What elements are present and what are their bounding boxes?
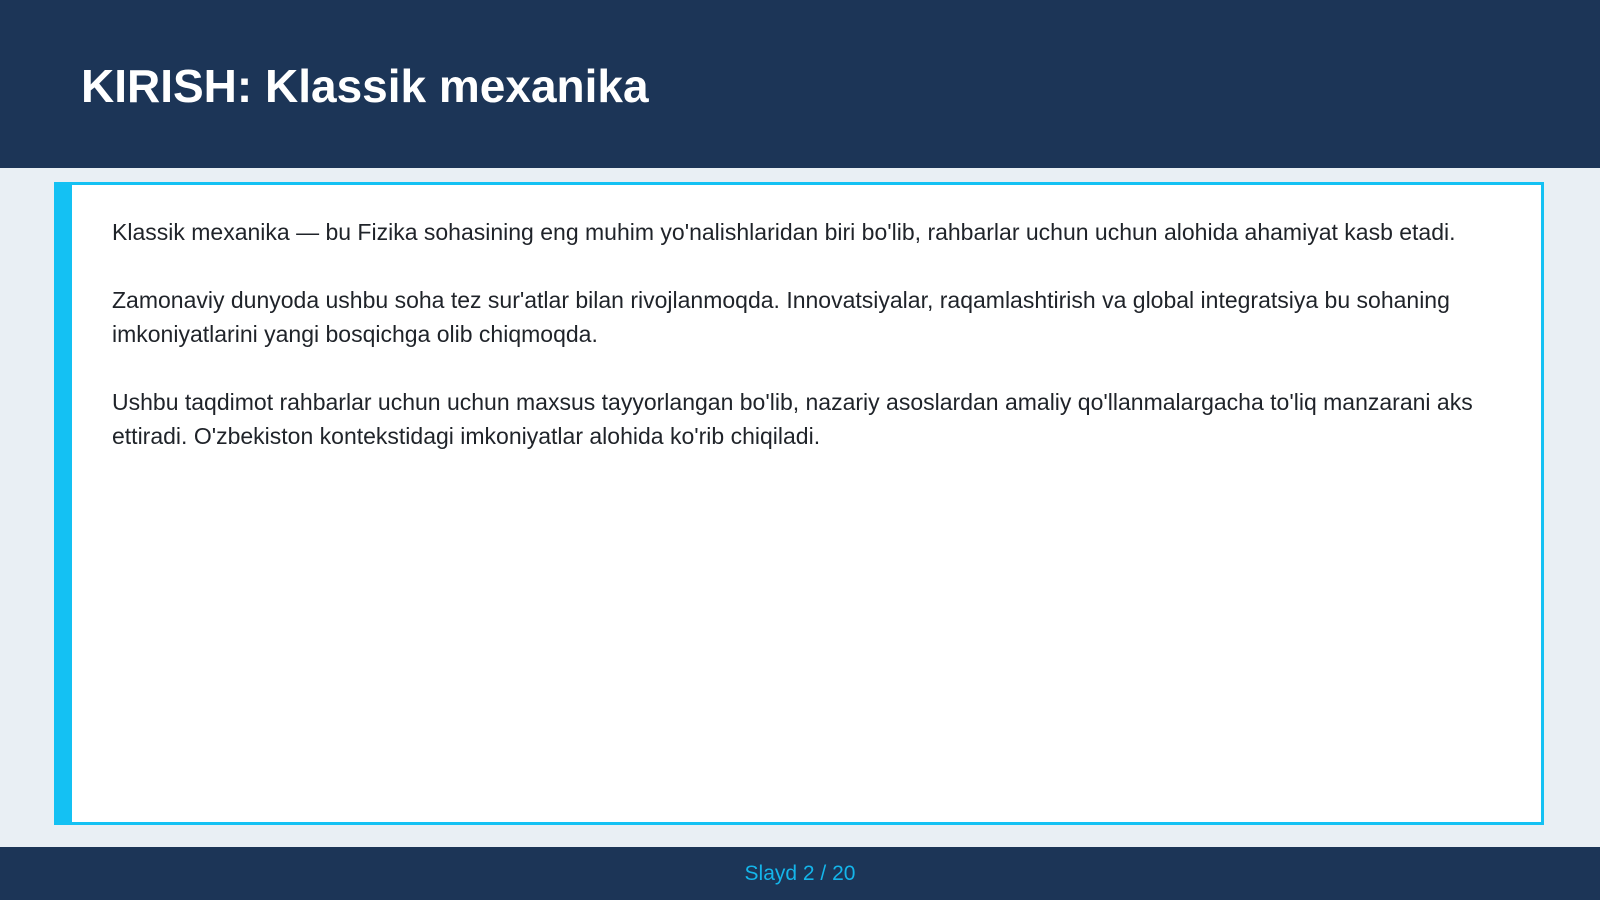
content-text	[112, 215, 1512, 487]
content-card	[54, 182, 1544, 825]
paragraph-intro: Klassik mexanika — bu Fizika sohasining eng muhim yo'nalishlaridan biri bo'lib, rahbarlar uchun uchun alohida ahamiyat kasb etadi.	[112, 219, 1456, 245]
slide-number: Slayd 2 / 20	[744, 862, 856, 885]
paragraph-presentation-scope: Ushbu taqdimot rahbarlar uchun uchun maxsus tayyorlangan bo'lib, nazariy asoslardan amaliy qo'llanmalargacha to'liq manzarani aks ettiradi. O'zbekiston kontekstidagi imkoniyatlar alohida ko'rib chiqiladi.	[112, 389, 1473, 449]
slide-title: KIRISH: Klassik mexanika	[81, 60, 649, 112]
slide-header	[0, 0, 1600, 168]
paragraph-modern-world: Zamonaviy dunyoda ushbu soha tez sur'atlar bilan rivojlanmoqda. Innovatsiyalar, raqamlashtirish va global integratsiya bu sohaning imkoniyatlarini yangi bosqichga olib chiqmoqda.	[112, 287, 1450, 347]
slide-footer	[0, 847, 1600, 900]
